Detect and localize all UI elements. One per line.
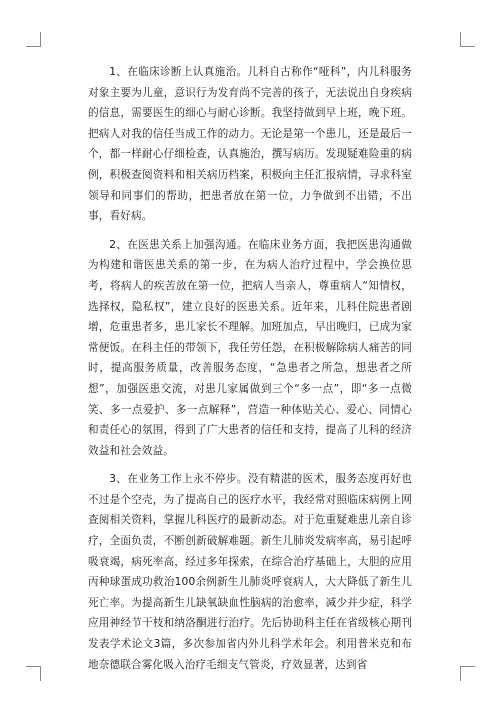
crop-mark-top-right [460, 32, 475, 47]
paragraph-doctor-patient-relations: 2、在医患关系上加强沟通。在临床业务方面，我把医患沟通做为构建和谐医患关系的第一步，在为病人治疗过程中，学会换位思考，将病人的疾苦放在第一位，把病人当亲人，尊重病人“知情权，选择权，隐私权”，建立良好的医患关系。近年来，儿科住院患者剧增，危重患者多，患儿家长不理解。加班加点，早出晚归，已成为家常便饭。在科主任的带领下，我任劳任怨，在积极解除病人痛苦的同时，提高服务质量，改善服务态度，“急患者之所急，想患者之所想”，加强医患交流，对患儿家属做到三个“多一点”，即“多一点微笑、多一点爱护、多一点解释”，营造一种体贴关心、爱心、同情心和责任心的氛围，得到了广大患者的信任和支持，提高了儿科的经济效益和社会效益。 [88, 238, 412, 457]
crop-mark-bottom-right [460, 666, 475, 681]
paragraph-professional-work: 3、在业务工作上永不停步。没有精湛的医术，服务态度再好也不过是个空壳，为了提高自己的医疗水平，我经常对照临床病例上网查阅相关资料，掌握儿科医疗的最新动态。对于危重疑难患儿亲自诊疗，全面负责，不断创新破解难题。新生儿肺炎发病率高，易引起呼吸衰竭，病死率高，经过多年探索，在综合治疗基础上，大胆的应用丙种球蛋成功救治100余例新生儿肺炎呼衰病人，大大降低了新生儿死亡率。为提高新生儿缺氧缺血性脑病的治愈率，减少并少症，科学应用神经节干枝和纳洛酮进行治疗。先后协助科主任在省级核心期刊发表学术论文3篇，多次参加省内外儿科学术年会。利用普米克和布地奈德联合雾化吸入治疗毛细支气管炎，疗效显著，达到省 [88, 473, 412, 671]
crop-mark-top-left [26, 32, 41, 47]
paragraph-clinical-diagnosis: 1、在临床诊断上认真施治。儿科自古称作“哑科”，内儿科服务对象主要为儿童，意识行为发育尚不完善的孩子，无法说出自身疾病的信息，需要医生的细心与耐心诊断。我坚持做到早上班，晚下班。把病人对我的信任当成工作的动力。无论是第一个患儿，还是最后一个，都一样耐心仔细检查，认真施治，撰写病历。发现疑难险重的病例，积极查阅资料和相关病历档案，积极向主任汇报病情，寻求科室领导和同事们的帮助，把患者放在第一位，力争做到不出错，不出事，看好病。 [88, 66, 412, 223]
crop-mark-bottom-left [26, 666, 41, 681]
document-body [88, 62, 412, 675]
